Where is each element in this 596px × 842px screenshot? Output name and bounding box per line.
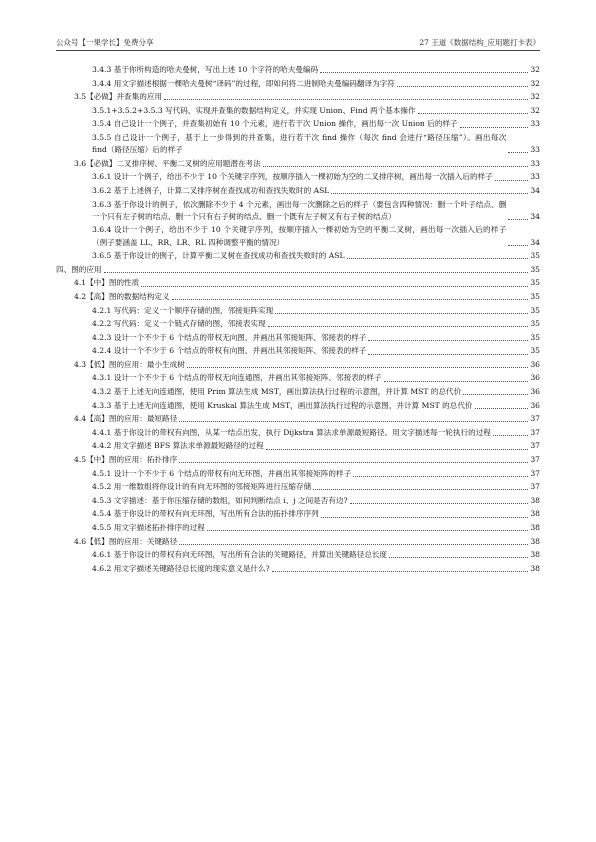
dot-leader [463, 394, 528, 395]
toc-entry-title: 4.5.5 用文字描述拓扑排序的过程 [92, 523, 205, 533]
toc-entry-page: 34 [530, 211, 540, 221]
dot-leader [493, 435, 528, 436]
toc-entry-page: 36 [530, 359, 540, 369]
dot-leader [321, 517, 529, 518]
dot-leader [164, 99, 528, 100]
toc-entry-title: 4.3.2 基于上述无向连通图，使用 Prim 算法生成 MST，画出算法执行过程的示意图，并计算 MST 的总代价 [92, 387, 462, 397]
toc-entry-title: 3.6.2 基于上述例子，计算二叉排序树在查找成功和查找失败时的 ASL [92, 185, 330, 195]
toc-entry[interactable] [56, 440, 540, 452]
toc-entry-page: 35 [530, 251, 540, 261]
dot-leader [508, 152, 528, 153]
toc-entry[interactable] [56, 563, 540, 575]
toc-entry-page: 36 [530, 373, 540, 383]
dot-leader [475, 408, 529, 409]
toc-entry-title: 3.6.1 设计一个例子，给出不少于 10 个关键字序列，按顺序插入一棵初始为空的二叉排序树，画出每一次插入后的样子 [92, 172, 493, 182]
dot-leader [460, 127, 529, 128]
toc-entry[interactable] [56, 427, 540, 439]
toc-entry-page: 37 [530, 455, 540, 465]
toc-entry-page: 33 [530, 119, 540, 129]
toc-entry-page: 35 [530, 305, 540, 315]
toc-entry[interactable] [56, 345, 540, 357]
toc-entry-title: 4.5.3 文字描述：基于你压缩存储的数组，如何判断结点 i、j 之间是否有边? [92, 495, 348, 505]
toc-entry-page: 38 [530, 509, 540, 519]
toc-entry-page: 37 [530, 427, 540, 437]
toc-entry-page: 33 [530, 172, 540, 182]
toc-entry[interactable] [56, 158, 540, 170]
dot-leader [207, 530, 528, 531]
toc-entry[interactable] [56, 185, 540, 197]
toc-entry[interactable] [56, 400, 540, 412]
dot-leader [353, 476, 528, 477]
toc-entry-title: 4.6【低】图的应用：关键路径 [74, 536, 178, 546]
header-left-text: 公众号【一果学长】免费分享 [56, 38, 154, 47]
toc-entry-page: 37 [530, 468, 540, 478]
toc-entry[interactable] [56, 224, 540, 248]
dot-leader [368, 340, 528, 341]
toc-entry[interactable] [56, 468, 540, 480]
toc-entry-page: 37 [530, 441, 540, 451]
dot-leader [508, 245, 528, 246]
toc-entry-title: 4.3.3 基于上述无向连通图，使用 Kruskal 算法生成 MST，画出算法执行过程的示意图，并计算 MST 的总代价 [92, 400, 473, 410]
toc-entry-title: 4.5.4 基于你设计的带权有向无环图，写出所有合法的拓扑排序序列 [92, 509, 319, 519]
table-of-contents [56, 64, 540, 576]
toc-entry-title: 4.3【低】图的应用：最小生成树 [74, 359, 185, 369]
toc-entry-title: 4.4.2 用文字描述 BFS 算法求单源最短路径的过程 [92, 441, 264, 451]
toc-entry[interactable] [56, 105, 540, 117]
toc-entry-title: 4.1【中】图的性质 [74, 278, 140, 288]
toc-entry-title: 4.5.2 用一维数组将你设计的有向无环图的邻接矩阵进行压缩存储 [92, 482, 312, 492]
dot-leader [389, 557, 528, 558]
toc-entry[interactable] [56, 132, 540, 156]
toc-entry[interactable] [56, 171, 540, 183]
toc-entry-page: 35 [530, 278, 540, 288]
toc-entry-title: 3.6.4 设计一个例子，给出不少于 10 个关键字序列，按顺序插入一棵初始为空的平衡二叉树，画出每一次插入后的样子（例子要涵盖 LL、RR、LR、RL 四种调整平衡的情况） [92, 225, 507, 247]
toc-entry-title: 4.5【中】图的应用：拓扑排序 [74, 455, 178, 465]
dot-leader [172, 299, 529, 300]
dot-leader [384, 381, 529, 382]
toc-entry-page: 35 [530, 332, 540, 342]
toc-entry[interactable] [56, 91, 540, 103]
toc-entry-page: 34 [530, 185, 540, 195]
toc-entry-page: 32 [530, 105, 540, 115]
toc-entry-page: 36 [530, 400, 540, 410]
dot-leader [397, 86, 528, 87]
toc-entry-page: 32 [530, 78, 540, 88]
toc-entry[interactable] [56, 118, 540, 130]
toc-entry[interactable] [56, 481, 540, 493]
toc-entry-page: 38 [530, 495, 540, 505]
toc-entry-title: 4.2【高】图的数据结构定义 [74, 291, 170, 301]
dot-leader [347, 258, 529, 259]
toc-entry-title: 四、图的应用 [56, 264, 102, 274]
toc-entry-title: 3.5.1+3.5.2+3.5.3 写代码，实现并查集的数据结构定义，并实现 Union、Find 两个基本操作 [92, 105, 416, 115]
dot-leader [266, 449, 529, 450]
dot-leader [187, 367, 529, 368]
toc-entry[interactable] [56, 508, 540, 520]
toc-entry-page: 35 [530, 291, 540, 301]
dot-leader [141, 286, 528, 287]
dot-leader [331, 193, 528, 194]
toc-entry-title: 3.6【必做】二叉排序树、平衡二叉树的应用题潜在考法 [74, 158, 261, 168]
dot-leader [179, 462, 528, 463]
dot-leader [272, 571, 529, 572]
dot-leader [350, 503, 529, 504]
toc-entry[interactable] [56, 277, 540, 289]
toc-entry[interactable] [56, 386, 540, 398]
toc-entry-title: 3.6.3 基于你设计的例子，依次删除不少于 4 个元素，画出每一次删除之后的样子（要包含四种情况：删一个叶子结点、删一个只有左子树的结点、删一个只有右子树的结点、删一个既有左子树又有右子树的结点） [92, 199, 507, 221]
toc-entry-page: 37 [530, 414, 540, 424]
dot-leader [104, 272, 529, 273]
toc-entry-title: 3.5【必做】并查集的应用 [74, 92, 163, 102]
page-header [56, 36, 540, 51]
toc-entry-title: 3.5.5 自己设计一个例子，基于上一步得到的并查集，进行若干次 find 操作（每次 find 会进行“路径压缩”）。画出每次 find（路径压缩）后的样子 [92, 132, 507, 155]
header-right-text: 27 王道《数据结构_应用题打卡表》 [419, 38, 540, 47]
toc-entry[interactable] [56, 305, 540, 317]
dot-leader [368, 354, 528, 355]
toc-entry[interactable] [56, 549, 540, 561]
toc-entry[interactable] [56, 78, 540, 90]
toc-entry-title: 4.3.1 设计一个不少于 6 个结点的带权无向连通图，并画出其邻接矩阵、邻接表的样子 [92, 373, 382, 383]
dot-leader [313, 489, 528, 490]
toc-entry-page: 32 [530, 65, 540, 74]
toc-entry[interactable] [56, 250, 540, 262]
toc-entry[interactable] [56, 413, 540, 425]
toc-entry[interactable] [56, 64, 540, 76]
dot-leader [320, 72, 528, 73]
dot-leader [179, 421, 528, 422]
toc-entry-page: 38 [530, 563, 540, 573]
toc-entry-title: 4.6.2 用文字描述关键路径总长度的现实意义是什么? [92, 563, 270, 573]
toc-entry[interactable] [56, 359, 540, 371]
toc-entry-page: 35 [530, 346, 540, 356]
toc-entry[interactable] [56, 454, 540, 466]
toc-entry[interactable] [56, 536, 540, 548]
toc-entry[interactable] [56, 291, 540, 303]
toc-entry-page: 35 [530, 319, 540, 329]
toc-entry-page: 36 [530, 387, 540, 397]
toc-entry[interactable] [56, 199, 540, 223]
toc-entry[interactable] [56, 264, 540, 276]
dot-leader [263, 166, 529, 167]
toc-entry-page: 32 [530, 92, 540, 102]
toc-entry-page: 38 [530, 523, 540, 533]
toc-entry-title: 4.4.1 基于你设计的带权有向图，从某一结点出发，执行 Dijkstra 算法求单源最短路径。用文字描述每一轮执行的过程 [92, 427, 491, 437]
toc-entry-title: 3.4.4 用文字描述根据一棵哈夫曼树“译码”的过程，即如何将二进制哈夫曼编码翻译为字符 [92, 78, 395, 88]
dot-leader [275, 313, 528, 314]
toc-entry[interactable] [56, 318, 540, 330]
toc-entry[interactable] [56, 372, 540, 384]
toc-entry-title: 4.5.1 设计一个不少于 6 个结点的带权有向无环图，并画出其邻接矩阵的样子 [92, 468, 352, 478]
dot-leader [495, 180, 529, 181]
toc-entry[interactable] [56, 332, 540, 344]
toc-entry-title: 4.2.3 设计一个不少于 6 个结点的带权无向图，并画出其邻接矩阵、邻接表的样子 [92, 332, 367, 342]
toc-entry-title: 3.4.3 基于你所构造的哈夫曼树，写出上述 10 个字符的哈夫曼编码 [92, 65, 319, 74]
toc-entry-page: 33 [530, 158, 540, 168]
toc-entry-title: 3.5.4 自己设计一个例子，并查集初始有 10 个元素，进行若干次 Union 操作，画出每一次 Union 后的样子 [92, 119, 458, 129]
dot-leader [418, 113, 529, 114]
dot-leader [508, 219, 528, 220]
toc-entry-title: 4.6.1 基于你设计的带权有向无环图，写出所有合法的关键路径，并算出关键路径总长度 [92, 550, 388, 560]
dot-leader [268, 326, 529, 327]
toc-entry-title: 3.6.5 基于你设计的例子，计算平衡二叉树在查找成功和查找失败时的 ASL [92, 251, 345, 261]
toc-entry-page: 38 [530, 550, 540, 560]
toc-entry-page: 38 [530, 536, 540, 546]
dot-leader [179, 544, 528, 545]
toc-entry-title: 4.2.2 写代码：定义一个链式存储的图，邻接表实现 [92, 319, 266, 329]
toc-entry-title: 4.2.4 设计一个不少于 6 个结点的带权有向图，并画出其邻接矩阵、邻接表的样子 [92, 346, 367, 356]
toc-entry[interactable] [56, 522, 540, 534]
toc-entry-page: 34 [530, 237, 540, 247]
toc-entry-page: 35 [530, 264, 540, 274]
toc-entry[interactable] [56, 495, 540, 507]
toc-entry-page: 33 [530, 145, 540, 155]
toc-entry-page: 37 [530, 482, 540, 492]
toc-entry-title: 4.4【高】图的应用：最短路径 [74, 414, 178, 424]
toc-entry-title: 4.2.1 写代码：定义一个顺序存储的图，邻接矩阵实现 [92, 305, 274, 315]
